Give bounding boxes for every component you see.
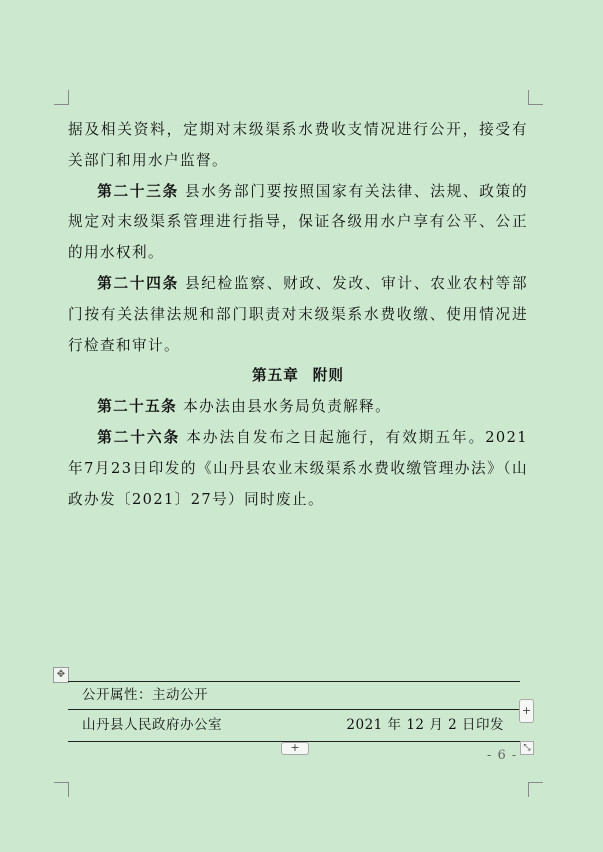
disclosure-label: 公开属性：主动公开 <box>82 687 208 703</box>
article-title: 第二十五条 <box>97 398 178 416</box>
crop-mark-top-left <box>54 90 69 105</box>
article-text: 县水务部门要按照国家有关法律、法规、政策的规定对末级渠系管理进行指导，保证各级用水户享有公平、公正的用水权利。 <box>68 182 528 262</box>
add-row-button[interactable]: + <box>281 742 309 755</box>
table-move-handle-icon[interactable]: ✥ <box>53 667 69 683</box>
crop-mark-bottom-right <box>528 782 543 797</box>
document-body[interactable] <box>68 115 528 515</box>
chapter-name: 附则 <box>312 367 344 385</box>
crop-mark-bottom-left <box>54 782 69 797</box>
add-column-button[interactable]: + <box>519 699 534 723</box>
crop-mark-top-right <box>528 90 543 105</box>
footer-row-issuer[interactable] <box>68 710 520 742</box>
article-26 <box>68 423 528 515</box>
footer-table <box>68 681 520 742</box>
article-text: 本办法由县水务局负责解释。 <box>183 398 392 416</box>
article-title: 第二十四条 <box>97 274 179 292</box>
chapter-number: 第五章 <box>252 367 299 385</box>
article-25 <box>68 392 528 423</box>
footer-row-disclosure[interactable] <box>68 681 520 710</box>
chapter-heading <box>68 361 528 392</box>
article-23 <box>68 177 528 269</box>
article-24 <box>68 269 528 361</box>
paragraph-text: 据及相关资料，定期对末级渠系水费收支情况进行公开，接受有关部门和用水户监督。 <box>68 121 528 169</box>
article-text: 本办法自发布之日起施行，有效期五年。2021年7月23日印发的《山丹县农业末级渠系水费收缴管理办法》（山政办发〔2021〕27号）同时废止。 <box>68 428 528 508</box>
issuer-name: 山丹县人民政府办公室 <box>82 717 222 733</box>
article-title: 第二十六条 <box>97 428 181 446</box>
paragraph-continuation <box>68 115 528 177</box>
article-title: 第二十三条 <box>97 182 179 200</box>
article-text: 县纪检监察、财政、发改、审计、农业农村等部门按有关法律法规和部门职责对末级渠系水费收缴、使用情况进行检查和审计。 <box>68 274 528 354</box>
page-number: - 6 - <box>487 748 518 763</box>
issue-date: 2021 年 12 月 2 日印发 <box>346 717 504 733</box>
table-resize-icon[interactable]: ⤡ <box>520 741 534 755</box>
